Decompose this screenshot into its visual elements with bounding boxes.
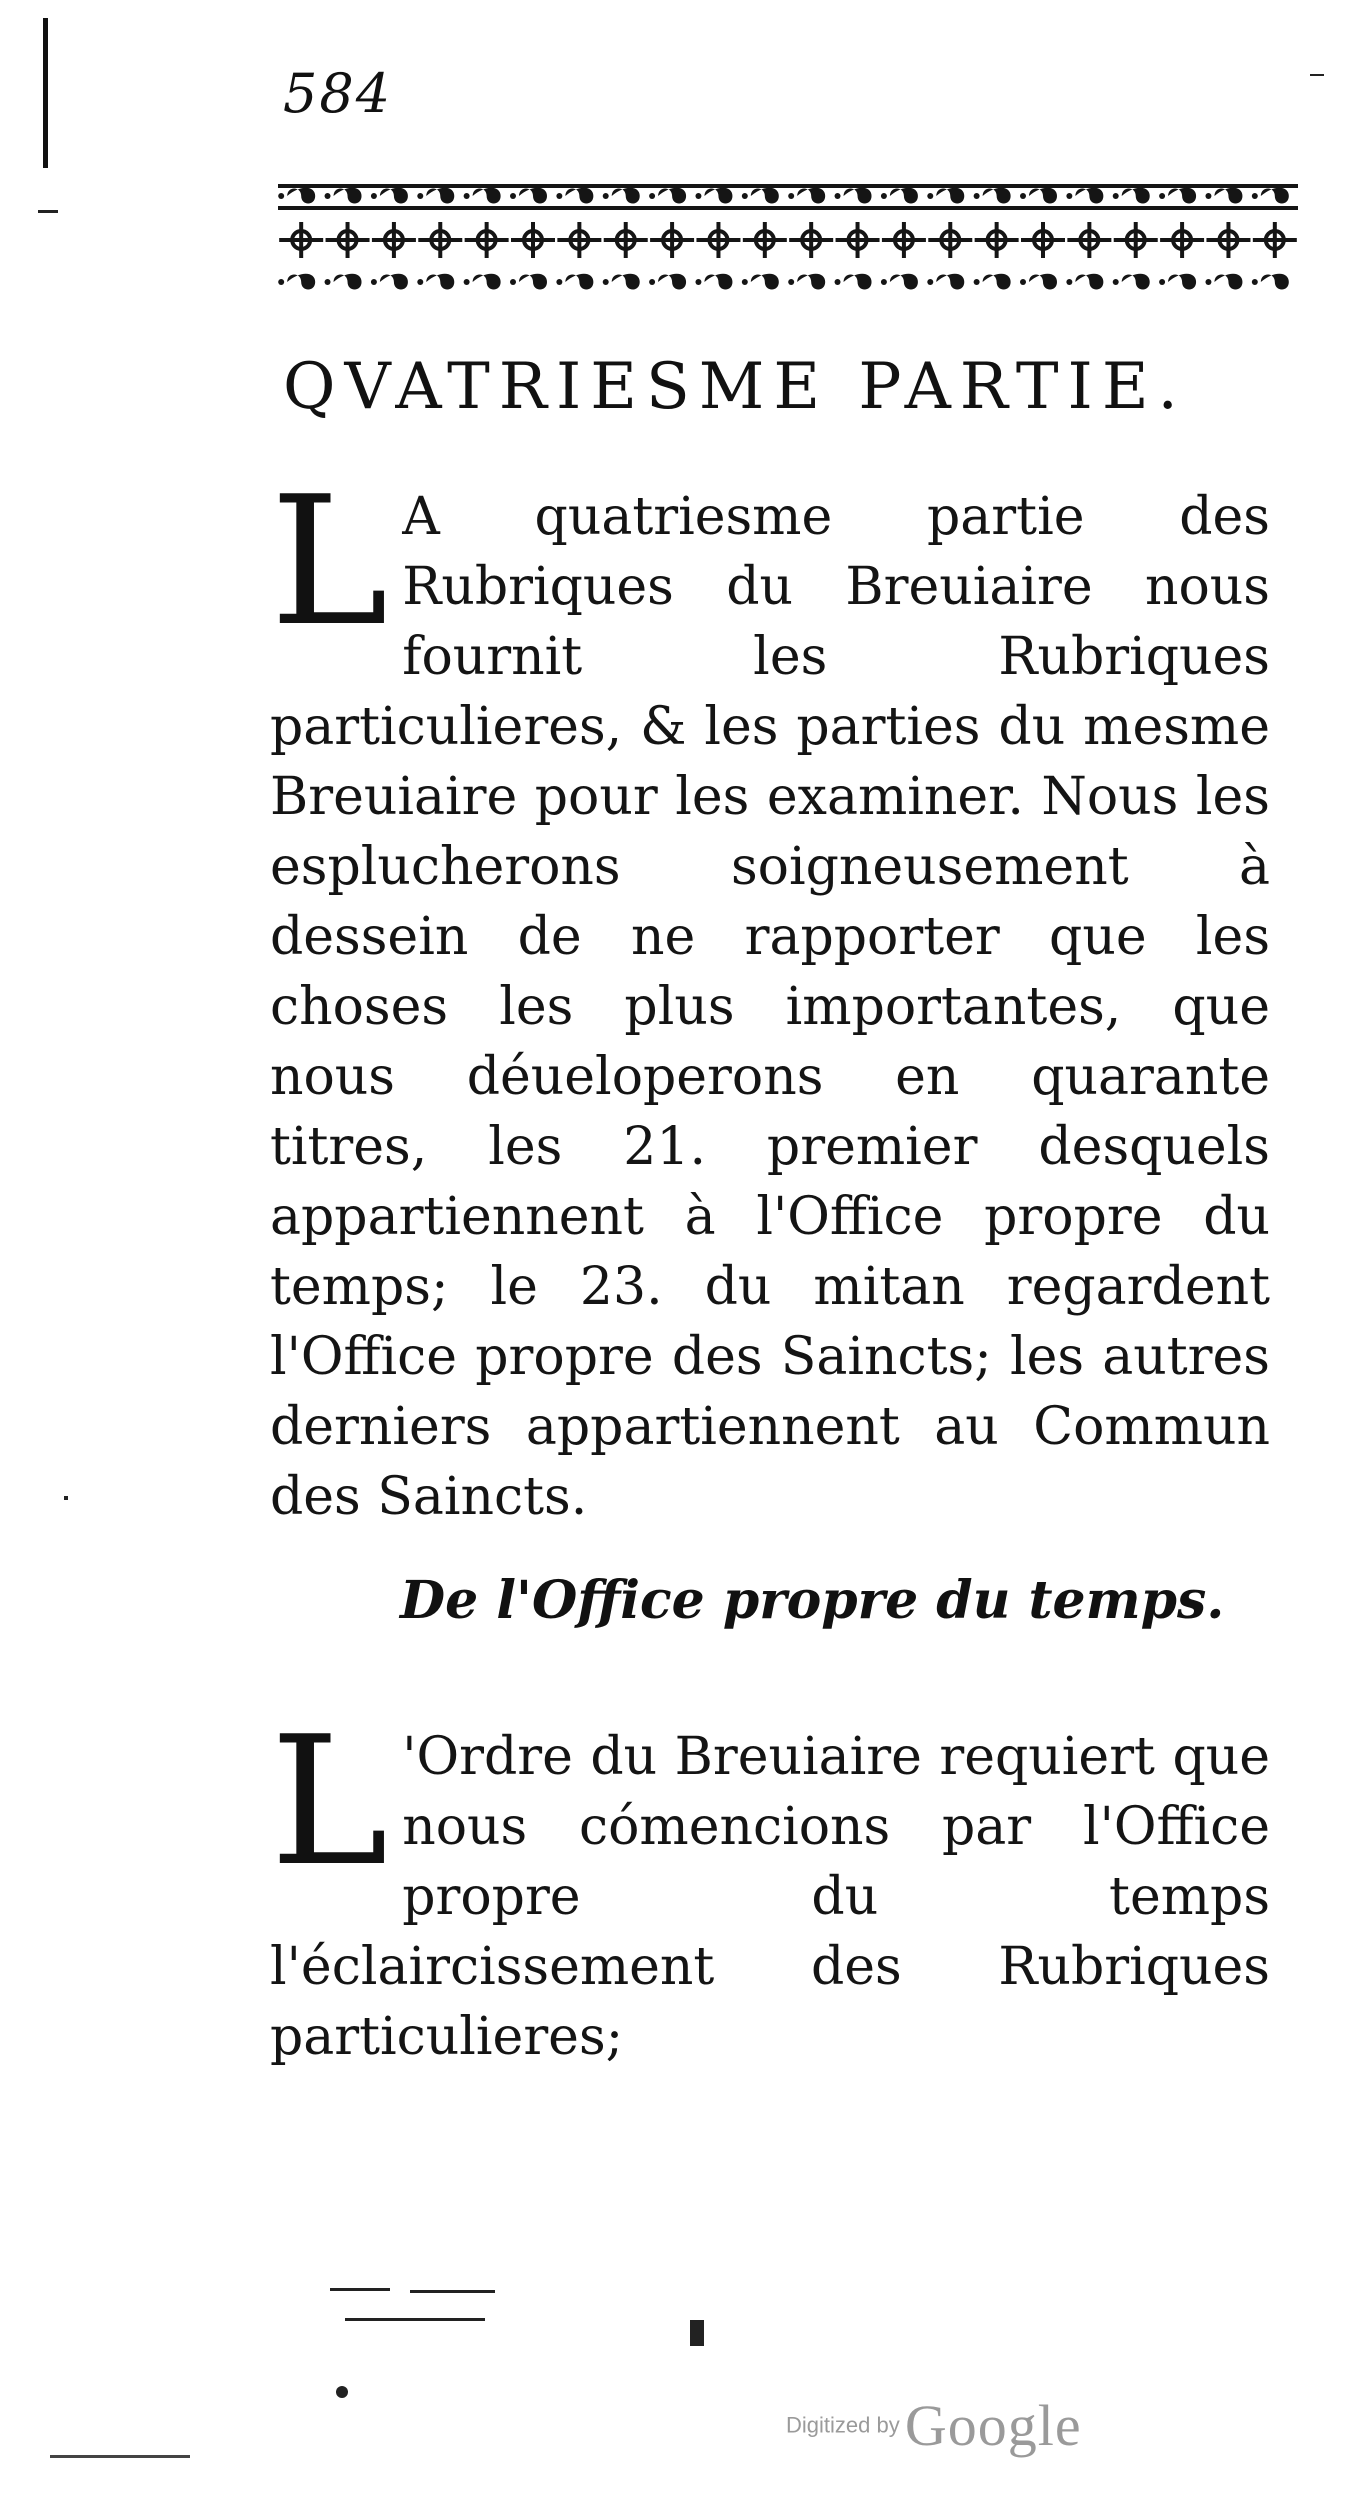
paragraph-text: 'Ordre du Breuiaire requiert que nous cómencions par l'Office propre du temps l'éclaircissement des Rubriques particulieres;	[270, 1727, 1270, 2067]
margin-tick-mark	[38, 210, 58, 213]
bottom-margin-rule	[50, 2455, 190, 2458]
drop-cap-letter: L	[270, 1698, 389, 1905]
paragraph-text: A quatriesme partie des Rubriques du Breuiaire nous fournit les Rubriques particulieres, & les parties du mesme Breuiaire pour les examiner. Nous les esplucherons soigneusement à dessein de ne rapporter que les choses les plus importantes, que nous déueloperons en quarante titres, les 21. premier desquels appartiennent à l'Office propre du temps; le 23. du mitan regardent l'Office propre des Saincts; les autres derniers appartiennent au Commun des Saincts.	[270, 487, 1270, 1527]
subsection-heading: De l'Office propre du temps.	[400, 1570, 1225, 1631]
ink-speck	[690, 2320, 704, 2346]
ink-speck	[64, 1496, 68, 1500]
drop-cap-letter: L	[270, 458, 389, 665]
ink-speck	[330, 2288, 390, 2291]
page-edge-mark	[43, 18, 48, 168]
paragraph-introduction	[270, 458, 1270, 1532]
paragraph-office-du-temps	[270, 1698, 1270, 2072]
page-number: 584	[283, 62, 393, 125]
section-heading: QVATRIESME PARTIE.	[283, 350, 1187, 424]
ink-speck	[1310, 74, 1324, 76]
ink-speck	[336, 2386, 348, 2398]
watermark-prefix: Digitized by	[786, 2412, 900, 2438]
digitization-watermark	[786, 2392, 1082, 2459]
ink-speck	[345, 2318, 485, 2321]
decorative-ornament-band	[278, 178, 1298, 300]
ink-speck	[410, 2290, 495, 2293]
watermark-brand-logo: Google	[904, 2393, 1082, 2458]
